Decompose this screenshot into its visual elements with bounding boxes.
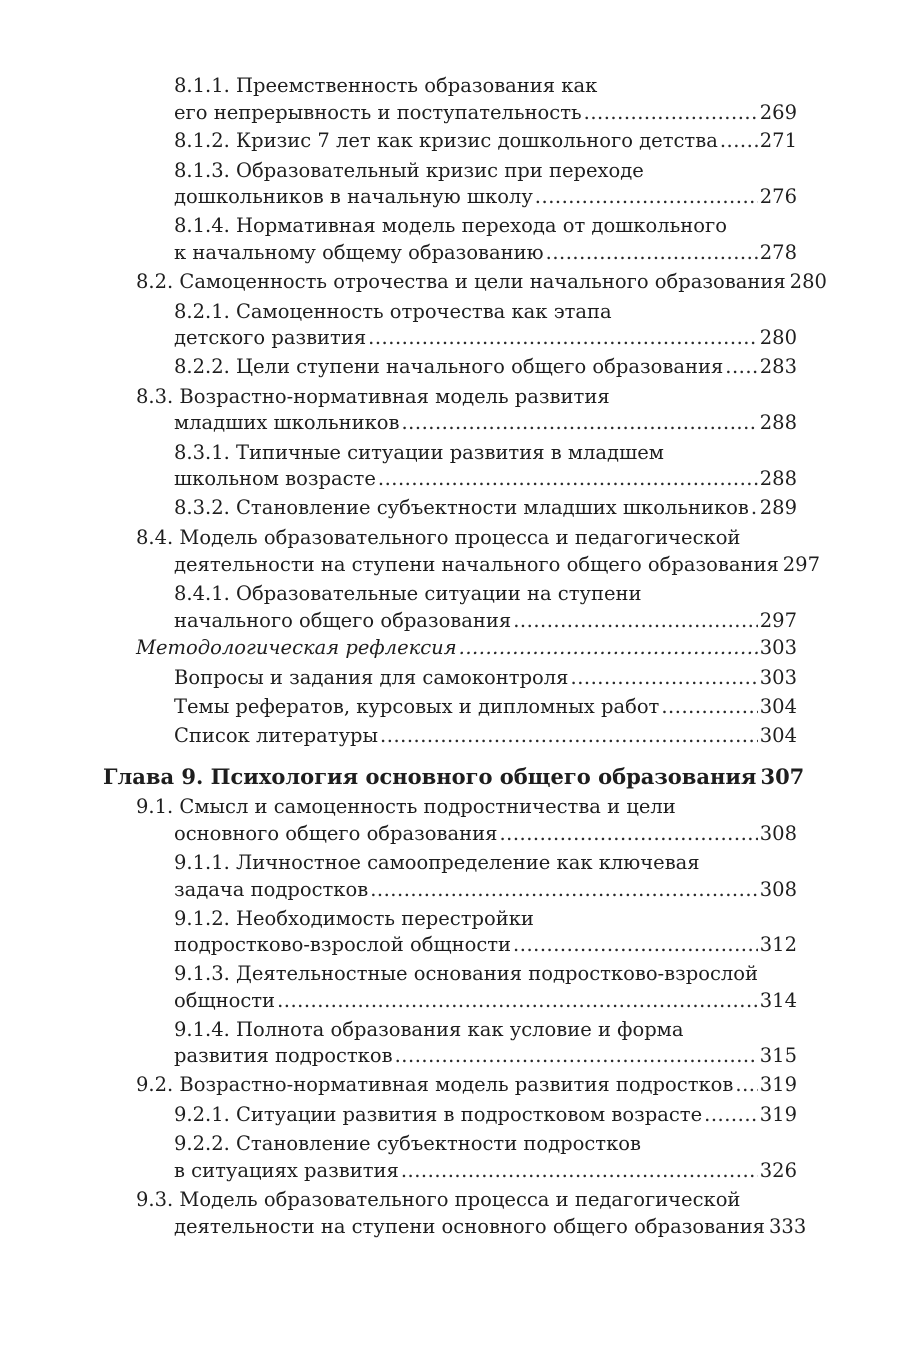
page-number: 269 — [759, 101, 797, 124]
dot-leader — [277, 987, 758, 1015]
page-number: 319 — [759, 1073, 797, 1096]
page-number: 280 — [759, 326, 797, 349]
page-number: 314 — [759, 989, 797, 1012]
toc-entry-title: 9.1.1. Личностное самоопределение как ключевая — [174, 851, 700, 874]
toc-entry-title: 8.2. Самоценность отрочества и цели начального образования — [136, 270, 786, 293]
toc-entry-title: 8.1.1. Преемственность образования как — [174, 74, 598, 97]
page-number: 288 — [759, 411, 797, 434]
page-number: 283 — [759, 355, 797, 378]
toc-entry-title-cont: общности — [174, 989, 276, 1012]
page-number: 297 — [759, 609, 797, 632]
toc-entry-title: 8.3.1. Типичные ситуации развития в младшем — [174, 441, 664, 464]
toc-entry-title: 9.3. Модель образовательного процесса и педагогической — [136, 1188, 741, 1211]
dot-leader — [720, 127, 758, 155]
toc-entry-title: 9.1.4. Полнота образования как условие и форма — [174, 1018, 684, 1041]
page-number: 315 — [759, 1044, 797, 1067]
page-number: 276 — [759, 185, 797, 208]
toc-entry-title: 9.2.1. Ситуации развития в подростковом возрасте — [174, 1103, 703, 1126]
toc-entry-title: Список литературы — [174, 724, 379, 747]
toc-entry-title-cont: начального общего образования — [174, 609, 512, 632]
dot-leader — [380, 722, 758, 750]
page-number: 319 — [759, 1103, 797, 1126]
toc-entry-title-cont: деятельности на ступени основного общего образования — [174, 1215, 765, 1238]
toc-entry-title-cont: развития подростков — [174, 1044, 393, 1067]
page-number: 307 — [760, 764, 805, 789]
toc-entry-title: 9.2. Возрастно-нормативная модель развития подростков — [136, 1073, 734, 1096]
dot-leader — [584, 99, 758, 127]
toc-entry-title-cont: подростково-взрослой общности — [174, 933, 512, 956]
toc-entry-title: 8.1.2. Кризис 7 лет как кризис дошкольного детства — [174, 129, 718, 152]
dot-leader — [395, 1042, 758, 1070]
toc-entry-title: Методологическая рефлексия — [136, 636, 457, 659]
page-number: 297 — [782, 553, 820, 576]
toc-entry-title: 8.2.1. Самоценность отрочества как этапа — [174, 300, 612, 323]
dot-leader — [571, 664, 758, 692]
toc-entry-title-cont: деятельности на ступени начального общего образования — [174, 553, 779, 576]
page-number: 289 — [759, 496, 797, 519]
page-number: 271 — [759, 129, 797, 152]
toc-entry-title: 8.3. Возрастно-нормативная модель развития — [136, 385, 610, 408]
toc-entry-title: 8.4.1. Образовательные ситуации на ступени — [174, 582, 642, 605]
toc-entry-title: 8.2.2. Цели ступени начального общего образования — [174, 355, 724, 378]
page-number: 308 — [759, 878, 797, 901]
page-number: 280 — [789, 270, 827, 293]
dot-leader — [513, 607, 758, 635]
dot-leader — [459, 634, 758, 662]
toc-entry-title-cont: детского развития — [174, 326, 367, 349]
toc-entry-title-cont: дошкольников в начальную школу — [174, 185, 533, 208]
toc-entry-title-cont: младших школьников — [174, 411, 400, 434]
toc-entry-title-cont: задача подростков — [174, 878, 369, 901]
dot-leader — [546, 239, 758, 267]
dot-leader — [535, 183, 758, 211]
dot-leader — [370, 876, 758, 904]
page-number: 308 — [759, 822, 797, 845]
dot-leader — [401, 1157, 758, 1185]
dot-leader — [751, 494, 758, 522]
toc-entry-title: 9.1.3. Деятельностные основания подростково-взрослой — [174, 962, 759, 985]
toc-entry-title-cont: школьном возрасте — [174, 467, 376, 490]
toc-entry-title-cont: в ситуациях развития — [174, 1159, 399, 1182]
toc-entry-title: 8.1.3. Образовательный кризис при переходе — [174, 159, 644, 182]
toc-entry-title: Темы рефератов, курсовых и дипломных работ — [174, 695, 660, 718]
dot-leader — [735, 1071, 757, 1099]
dot-leader — [704, 1101, 758, 1129]
toc-entry-title: 9.1.2. Необходимость перестройки — [174, 907, 534, 930]
dot-leader — [378, 465, 758, 493]
page-number: 304 — [759, 724, 797, 747]
toc-entry-title: 8.4. Модель образовательного процесса и педагогической — [136, 526, 741, 549]
page-number: 333 — [769, 1215, 807, 1238]
dot-leader — [513, 931, 758, 959]
page-number: 326 — [759, 1159, 797, 1182]
toc-entry-title: 9.2.2. Становление субъектности подростков — [174, 1132, 642, 1155]
page-number: 312 — [759, 933, 797, 956]
page-number: 303 — [759, 666, 797, 689]
toc-entry-title: 9.1. Смысл и самоценность подростничества и цели — [136, 795, 676, 818]
toc-entry-title: 8.3.2. Становление субъектности младших школьников — [174, 496, 749, 519]
page-number: 304 — [759, 695, 797, 718]
toc-entry-title-cont: основного общего образования — [174, 822, 498, 845]
chapter-title: Глава 9. Психология основного общего образования — [103, 764, 757, 789]
dot-leader — [725, 353, 758, 381]
toc-entry-title-cont: его непрерывность и поступательность — [174, 101, 582, 124]
toc-entry-title-cont: к начальному общему образованию — [174, 241, 544, 264]
page-number: 303 — [759, 636, 797, 659]
dot-leader — [368, 324, 758, 352]
dot-leader — [499, 820, 757, 848]
dot-leader — [661, 693, 757, 721]
toc-entry-title: Вопросы и задания для самоконтроля — [174, 666, 569, 689]
page-number: 278 — [759, 241, 797, 264]
page-number: 288 — [759, 467, 797, 490]
dot-leader — [401, 409, 757, 437]
toc-entry-title: 8.1.4. Нормативная модель перехода от дошкольного — [174, 214, 727, 237]
